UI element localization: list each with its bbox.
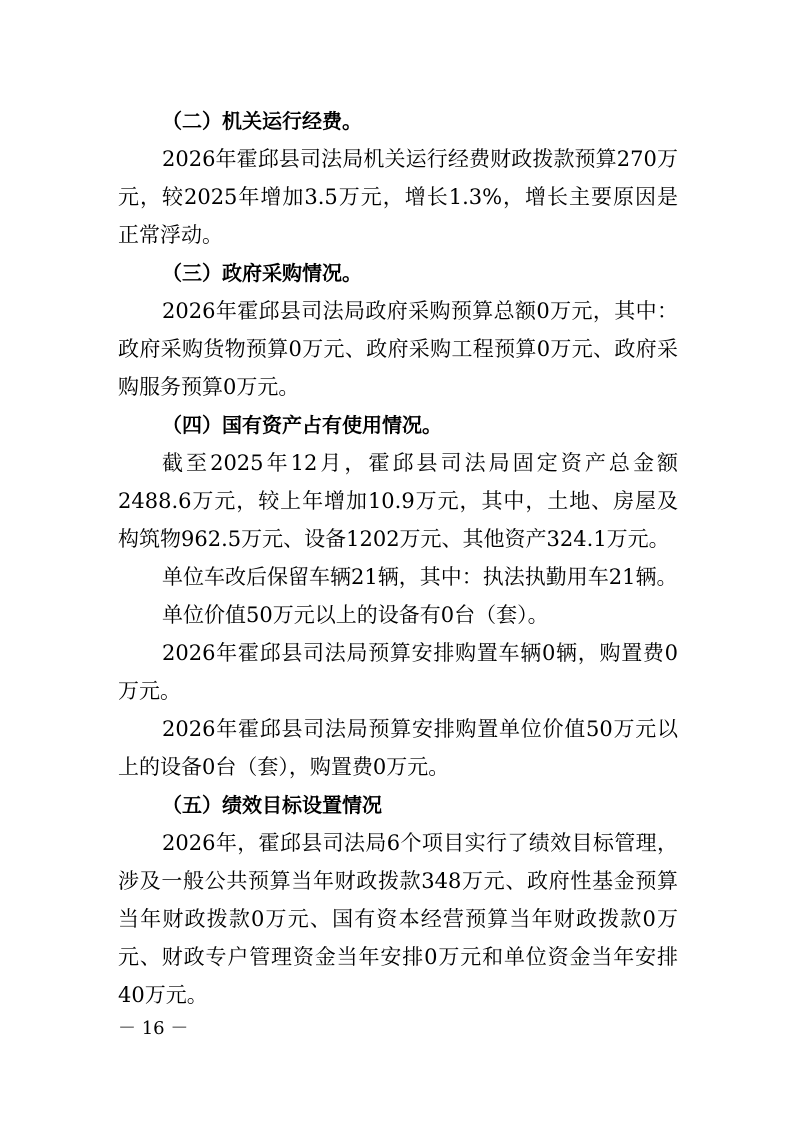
- section-heading-3: （三）政府采购情况。: [162, 261, 362, 285]
- section-4-paragraph-3: 单位价值50万元以上的设备有0台（套）。: [162, 603, 549, 627]
- page-number: － 16 －: [118, 1018, 189, 1039]
- section-3-paragraph-1: 2026年霍邱县司法局政府采购预算总额0万元，其中：政府采购货物预算0万元、政府采购工程预算0万元、政府采购服务预算0万元。: [118, 299, 678, 399]
- section-heading-5: （五）绩效目标设置情况: [162, 793, 382, 817]
- section-2-paragraph-1: 2026年霍邱县司法局机关运行经费财政拨款预算270万元，较2025年增加3.5万元，增长1.3%，增长主要原因是正常浮动。: [118, 147, 678, 247]
- section-4-paragraph-4: 2026年霍邱县司法局预算安排购置车辆0辆，购置费0万元。: [118, 641, 678, 703]
- section-4-paragraph-1: 截至2025年12月，霍邱县司法局固定资产总金额2488.6万元，较上年增加10.9万元，其中，土地、房屋及构筑物962.5万元、设备1202万元、其他资产324.1万元。: [118, 451, 678, 551]
- section-4-paragraph-5: 2026年霍邱县司法局预算安排购置单位价值50万元以上的设备0台（套），购置费0万元。: [118, 717, 678, 779]
- section-4-paragraph-2: 单位车改后保留车辆21辆，其中：执法执勤用车21辆。: [162, 565, 678, 589]
- section-5-paragraph-1: 2026年，霍邱县司法局6个项目实行了绩效目标管理，涉及一般公共预算当年财政拨款348万元、政府性基金预算当年财政拨款0万元、国有资本经营预算当年财政拨款0万元、财政专户管理资金当年安排0万元和单位资金当年安排40万元。: [118, 831, 678, 1007]
- section-heading-2: （二）机关运行经费。: [162, 109, 362, 133]
- section-heading-4: （四）国有资产占有使用情况。: [162, 413, 442, 437]
